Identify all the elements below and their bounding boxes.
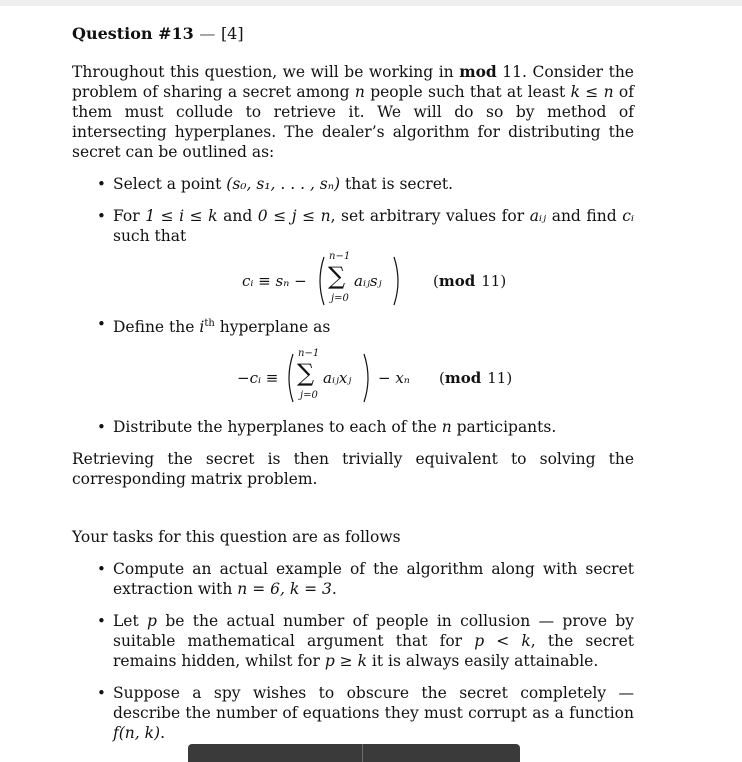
eq1-sum-top: n−1 xyxy=(329,251,351,262)
list-item: • For 1 ≤ i ≤ k and 0 ≤ j ≤ n, set arbitrary values for aᵢⱼ and find cᵢ such that xyxy=(72,206,634,246)
eq2-mod: (mod 11) xyxy=(439,369,513,388)
eq2-left-paren xyxy=(285,353,294,403)
document xyxy=(72,24,634,743)
intro-paragraph: Throughout this question, we will be working in mod 11. Consider the problem of sharing a secret among n people such that at least k ≤ n of them must collude to retrieve it. We will do so by method of intersecting hyperplanes. The dealer’s algorithm for distributing the secret can be outlined as: xyxy=(72,62,634,161)
eq2-rhs: − xₙ xyxy=(378,369,410,388)
eq2-sum-bottom: j=0 xyxy=(300,390,318,402)
eq1-right-paren xyxy=(393,256,402,306)
question-marks: [4] xyxy=(220,24,244,43)
eq2-right-paren xyxy=(363,353,372,403)
eq1-term: aᵢⱼsⱼ xyxy=(354,272,382,290)
equation-2 xyxy=(72,349,634,407)
eq2-sum-icon: ∑ xyxy=(297,359,315,388)
question-title: Question #13 xyxy=(72,24,194,43)
algorithm-list-cont xyxy=(72,314,634,337)
eq2-lhs: −cᵢ ≡ xyxy=(237,369,279,388)
list-item: • Select a point (s₀, s₁, . . . , sₙ) that is secret. xyxy=(72,174,634,194)
list-item: • Suppose a spy wishes to obscure the secret completely — describe the number of equations they must corrupt as a function f(n, k). xyxy=(72,683,634,743)
eq1-left-paren xyxy=(316,256,325,306)
tasks-list xyxy=(72,559,634,743)
eq1-sum-bottom: j=0 xyxy=(331,293,349,304)
algorithm-list xyxy=(72,174,634,246)
heading-dash: — xyxy=(199,24,216,43)
eq1-sum-icon: ∑ xyxy=(328,262,346,290)
list-item: • Define the $i^{th}$ hyperplane as xyxy=(72,314,634,337)
algorithm-list-end xyxy=(72,417,634,437)
list-item: • Compute an actual example of the algorithm along with secret extraction with n = 6, k = 3. xyxy=(72,559,634,599)
equation-1 xyxy=(72,252,634,310)
eq2-term: aᵢⱼxⱼ xyxy=(323,369,352,388)
eq2-sum-top: n−1 xyxy=(298,348,320,360)
question-heading xyxy=(72,24,634,44)
tasks-intro: Your tasks for this question are as follows xyxy=(72,528,401,547)
retrieve-paragraph: Retrieving the secret is then trivially equivalent to solving the corresponding matrix problem. xyxy=(72,450,634,489)
list-item: • Let p be the actual number of people in collusion — prove by suitable mathematical argument that for p < k, the secret remains hidden, whilst for p ≥ k it is always easily attainable. xyxy=(72,611,634,671)
toolbar-divider xyxy=(362,744,363,762)
top-bar xyxy=(0,0,742,6)
eq1-lhs: cᵢ ≡ sₙ − xyxy=(242,272,307,290)
bottom-toolbar[interactable] xyxy=(188,744,520,762)
eq1-mod: (mod 11) xyxy=(433,272,507,290)
list-item: • Distribute the hyperplanes to each of the n participants. xyxy=(72,417,634,437)
